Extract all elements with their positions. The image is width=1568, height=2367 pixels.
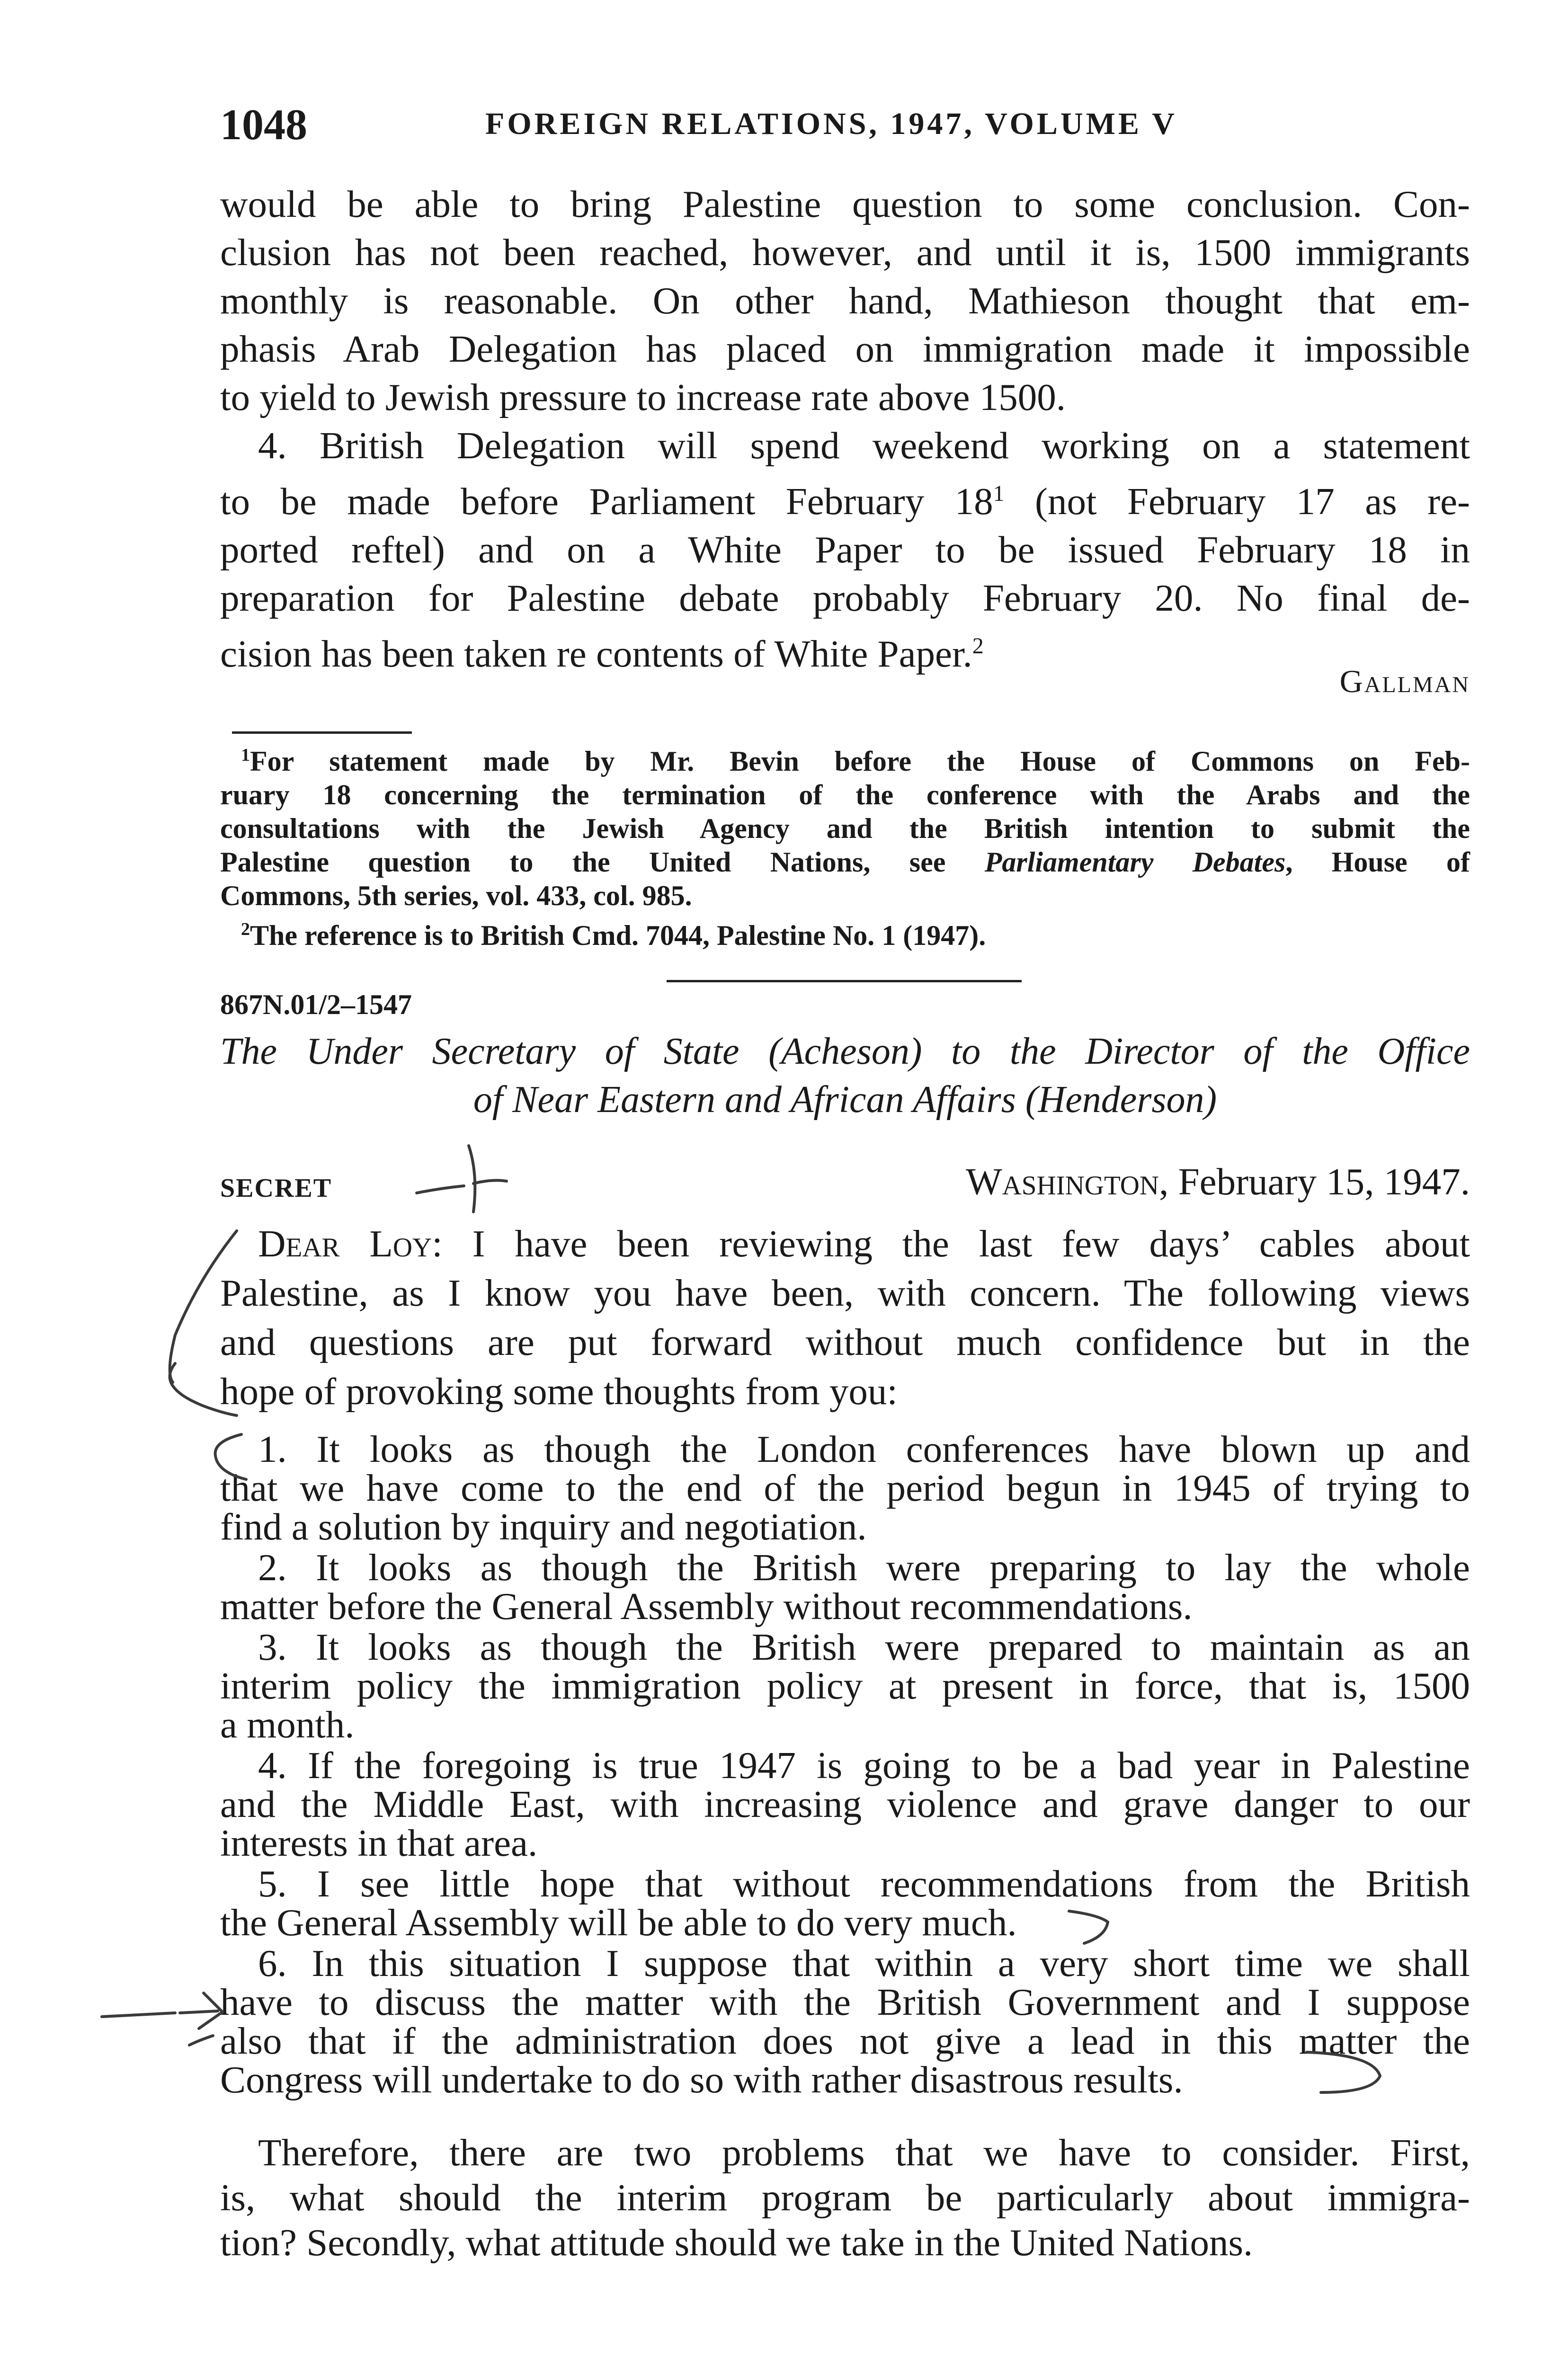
dateline-place: Washington, [966,1160,1169,1203]
text-line: monthly is reasonable. On other hand, Mathieson thought that em- [220,279,1470,322]
text-segment: , House of [1285,846,1470,878]
text-line: is, what should the interim program be particularly about immigra- [220,2176,1470,2219]
text-line: 5. I see little hope that without recommendations from the British [258,1862,1470,1905]
text-line: to yield to Jewish pressure to increase rate above 1500. [220,376,1066,418]
text-segment: For statement made by Mr. Bevin before the House of Commons on Feb- [250,746,1470,777]
close-bracket-icon [1307,2052,1380,2092]
text-line: the General Assembly will be able to do very much. [220,1901,1017,1944]
text-line: also that if the administration does not give a lead in this matter the [220,2020,1470,2062]
footnote-ref: 2 [972,633,984,658]
text-segment: cision has been taken re contents of White Paper. [220,632,972,675]
footnote-line: ruary 18 concerning the termination of the conference with the Arabs and the [220,779,1470,810]
text-line: and the Middle East, with increasing violence and grave danger to our [220,1783,1470,1825]
text-line: matter before the General Assembly without recommendations. [220,1585,1193,1628]
file-number: 867N.01/2–1547 [220,989,412,1020]
text-line: Therefore, there are two problems that we have to consider. First, [258,2131,1470,2174]
text-line: would be able to bring Palestine question to some conclusion. Con- [220,183,1470,225]
text-line: hope of provoking some thoughts from you: [220,1370,898,1413]
page-number: 1048 [220,100,307,149]
footnote-ref: 1 [993,481,1005,506]
publication-title: Parliamentary Debates [984,846,1286,878]
text-line: and questions are put forward without much confidence but in the [220,1321,1470,1363]
margin-arrow-icon [102,1993,223,2045]
text-line: tion? Secondly, what attitude should we take in the United Nations. [220,2221,1253,2264]
running-head-title: FOREIGN RELATIONS, 1947, VOLUME V [485,107,1177,141]
margin-bracket-icon [170,1231,237,1415]
text-line: have to discuss the matter with the British Government and I suppose [220,1981,1470,2023]
text-line: ported reftel) and on a White Paper to be issued February 18 in [220,528,1470,571]
text-line: 4. British Delegation will spend weekend working on a statement [258,424,1470,467]
footnote-line: Commons, 5th series, vol. 433, col. 985. [220,880,692,911]
salutation: Dear Loy: [258,1222,443,1265]
text-segment: I have been reviewing the last few days’ cables about [472,1222,1470,1265]
text-segment: to be made before Parliament February 18 [220,480,993,523]
check-mark-icon [417,1146,507,1212]
text-line: interests in that area. [220,1822,538,1864]
text-segment: The reference is to British Cmd. 7044, Palestine No. 1 (1947). [250,920,986,951]
text-segment: (not February 17 as re- [1035,480,1470,523]
footnote-mark: 2 [241,919,250,939]
title-line: The Under Secretary of State (Acheson) to the Director of the Office [220,1031,1470,1072]
text-line: clusion has not been reached, however, and until it is, 1500 immigrants [220,231,1470,274]
text-line: phasis Arab Delegation has placed on immigration made it impossible [220,328,1470,370]
text-line: interim policy the immigration policy at present in force, that is, 1500 [220,1664,1470,1707]
text-line: that we have come to the end of the period begun in 1945 of trying to [220,1467,1470,1509]
text-line: Congress will undertake to do so with rather disastrous results. [220,2058,1183,2101]
dateline-date: February 15, 1947. [1178,1160,1470,1203]
text-line: 4. If the foregoing is true 1947 is going to be a bad year in Palestine [258,1744,1470,1787]
close-bracket-icon [1069,1911,1108,1943]
footnote-line: consultations with the Jewish Agency and the British intention to submit the [220,813,1470,844]
signature: Gallman [1339,663,1470,699]
text-line: find a solution by inquiry and negotiation. [220,1505,867,1548]
title-line: of Near Eastern and African Affairs (Henderson) [473,1079,1217,1121]
text-line: a month. [220,1703,355,1746]
text-line: 6. In this situation I suppose that within a very short time we shall [258,1942,1470,1984]
text-line: preparation for Palestine debate probably February 20. No final de- [220,577,1470,619]
text-line: 1. It looks as though the London conferences have blown up and [258,1428,1470,1470]
classification-marking: SECRET [220,1174,332,1203]
margin-bracket-icon [215,1434,246,1479]
text-line: Palestine, as I know you have been, with concern. The following views [220,1272,1470,1314]
text-segment: Palestine question to the United Nations, see [220,846,946,878]
text-line: 3. It looks as though the British were prepared to maintain as an [258,1626,1470,1668]
text-line: 2. It looks as though the British were preparing to lay the whole [258,1546,1470,1589]
footnote-mark: 1 [241,745,250,765]
